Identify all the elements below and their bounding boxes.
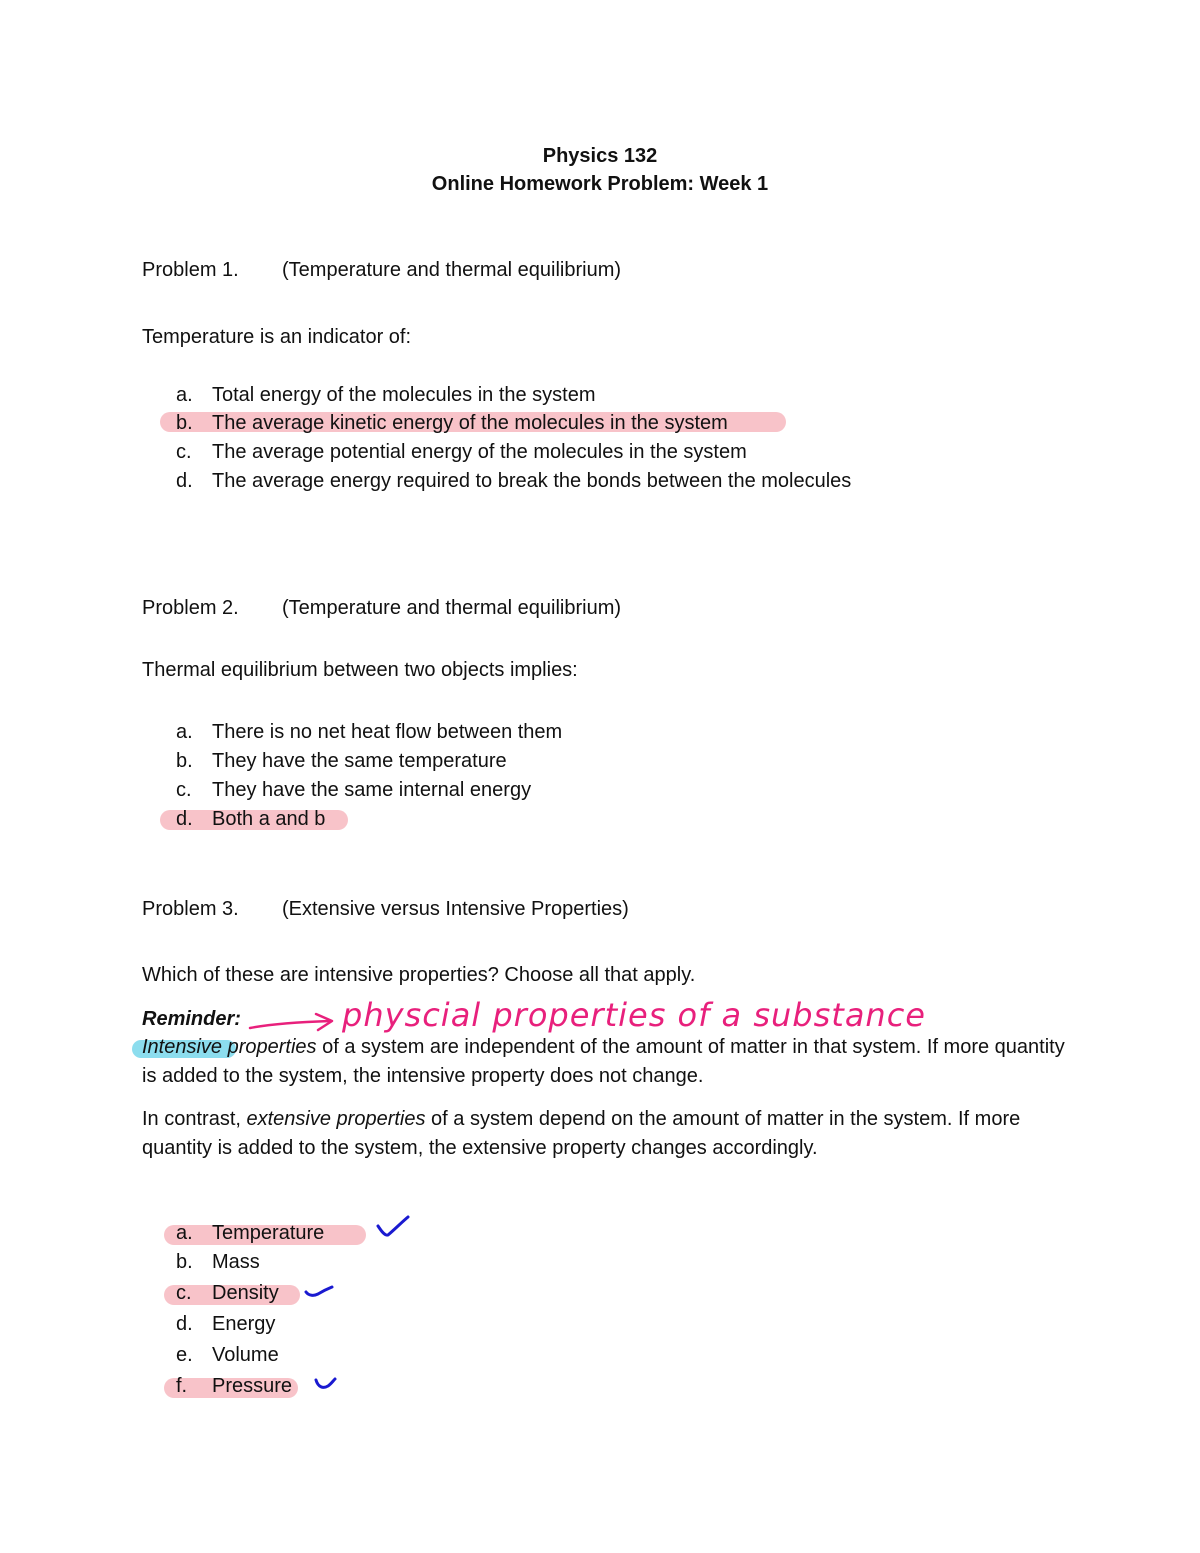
option-letter: d. [176,1313,193,1335]
handwritten-note: physcial properties of a substance [342,996,926,1034]
problem1-label: Problem 1. [142,259,239,281]
checkmark-icon [314,1376,338,1392]
option-text: Energy [212,1313,276,1335]
option-letter: a. [176,384,193,406]
problem1-question: Temperature is an indicator of: [142,326,412,348]
option-text: Mass [212,1251,260,1273]
option-letter: e. [176,1344,193,1366]
problem2-question: Thermal equilibrium between two objects implies: [142,659,578,681]
handwritten-arrow-icon [246,1008,336,1034]
option-text: Density [212,1282,279,1304]
intensive-properties-word: properties [222,1036,317,1058]
option-text: Volume [212,1344,279,1366]
option-letter: c. [176,441,192,463]
problem2-topic: (Temperature and thermal equilibrium) [282,597,622,619]
problem3-topic: (Extensive versus Intensive Properties) [282,898,629,920]
option-letter: c. [176,779,192,801]
option-letter: a. [176,721,193,743]
option-letter: f. [176,1375,188,1397]
option-text: The average potential energy of the molecules in the system [212,441,747,463]
option-text: Temperature [212,1222,325,1244]
option-text: They have the same internal energy [212,779,532,801]
option-text: Both a and b [212,808,326,830]
contrast-prefix: In contrast, [142,1108,247,1130]
extensive-sentence: of a system depend on the amount of matter in the system. If more quantity is added to the system, the extensive property changes accordingly. [142,1108,1021,1159]
document-title: Physics 132 [542,145,658,167]
option-text: They have the same temperature [212,750,507,772]
problem2-label: Problem 2. [142,597,239,619]
intensive-definition [142,1033,1072,1091]
option-text: The average kinetic energy of the molecules in the system [212,412,728,434]
intensive-sentence: of a system are independent of the amount of matter in that system. If more quantity is added to the system, the intensive property does not change. [142,1036,1065,1087]
reminder-label: Reminder: [142,1008,241,1030]
extensive-definition [142,1105,1072,1163]
option-letter: c. [176,1282,192,1304]
problem3-question: Which of these are intensive properties? Choose all that apply. [142,964,696,986]
option-text: There is no net heat flow between them [212,721,563,743]
option-text: Total energy of the molecules in the system [212,384,596,406]
option-letter: b. [176,1251,193,1273]
option-letter: d. [176,470,193,492]
checkmark-icon [304,1284,334,1300]
option-letter: b. [176,412,193,434]
problem1-topic: (Temperature and thermal equilibrium) [282,259,622,281]
checkmark-icon [376,1214,412,1240]
document-subtitle: Online Homework Problem: Week 1 [431,173,769,195]
option-letter: a. [176,1222,193,1244]
option-letter: b. [176,750,193,772]
intensive-word: Intensive [142,1036,223,1058]
option-text: Pressure [212,1375,293,1397]
option-text: The average energy required to break the bonds between the molecules [212,470,852,492]
option-letter: d. [176,808,193,830]
extensive-properties-word: extensive properties [246,1108,426,1130]
problem3-label: Problem 3. [142,898,239,920]
